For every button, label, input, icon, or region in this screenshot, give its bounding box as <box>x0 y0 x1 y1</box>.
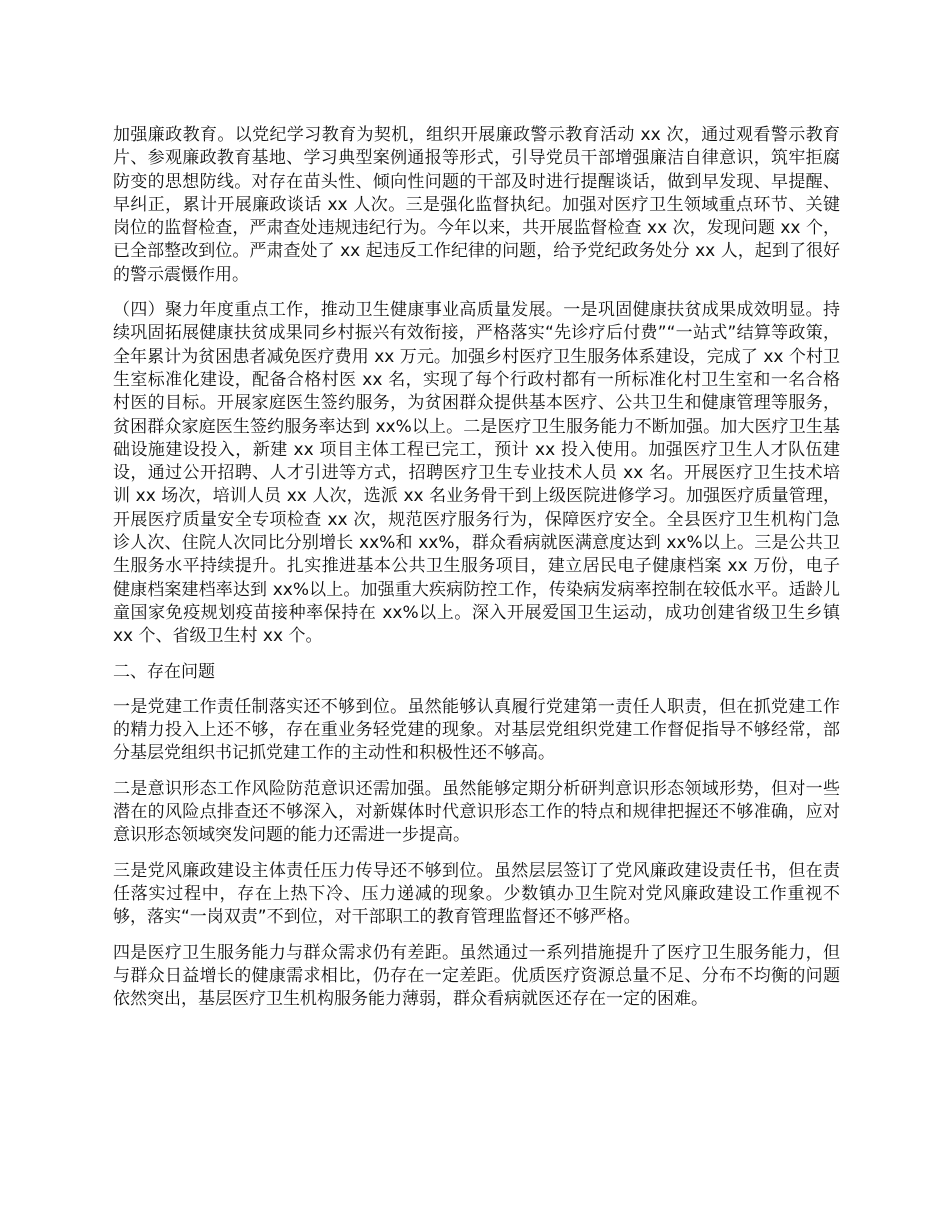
issue-ideology: 二是意识形态工作风险防范意识还需加强。虽然能够定期分析研判意识形态领域形势，但对一些潜在的风险点排查还不够深入，对新媒体时代意识形态工作的特点和规律把握还不够准确，应对意识形态领域突发问题的能力还需进一步提高。 <box>113 778 840 846</box>
issue-party-building: 一是党建工作责任制落实还不够到位。虽然能够认真履行党建第一责任人职责，但在抓党建工作的精力投入上还不够，存在重业务轻党建的现象。对基层党组织党建工作督促指导不够经常，部分基层党组织书记抓党建工作的主动性和积极性还不够高。 <box>113 696 840 764</box>
issue-service-capacity: 四是医疗卫生服务能力与群众需求仍有差距。虽然通过一系列措施提升了医疗卫生服务能力，但与群众日益增长的健康需求相比，仍存在一定差距。优质医疗资源总量不足、分布不均衡的问题依然突出，基层医疗卫生机构服务能力薄弱，群众看病就医还存在一定的困难。 <box>113 942 840 1010</box>
document-body <box>113 124 840 1023</box>
issue-integrity: 三是党风廉政建设主体责任压力传导还不够到位。虽然层层签订了党风廉政建设责任书，但在责任落实过程中，存在上热下冷、压力递减的现象。少数镇办卫生院对党风廉政建设工作重视不够，落实“一岗双责”不到位，对干部职工的教育管理监督还不够严格。 <box>113 860 840 928</box>
paragraph-discipline: 加强廉政教育。以党纪学习教育为契机，组织开展廉政警示教育活动 xx 次，通过观看警示教育片、参观廉政教育基地、学习典型案例通报等形式，引导党员干部增强廉洁自律意识，筑牢拒腐防变的思想防线。对存在苗头性、倾向性问题的干部及时进行提醒谈话，做到早发现、早提醒、早纠正，累计开展廉政谈话 xx 人次。三是强化监督执纪。加强对医疗卫生领域重点环节、关键岗位的监督检查，严肃查处违规违纪行为。今年以来，共开展监督检查 xx 次，发现问题 xx 个，已全部整改到位。严肃查处了 xx 起违反工作纪律的问题，给予党纪政务处分 xx 人，起到了很好的警示震慑作用。 <box>113 125 840 285</box>
paragraph-key-work: （四）聚力年度重点工作，推动卫生健康事业高质量发展。一是巩固健康扶贫成果成效明显。持续巩固拓展健康扶贫成果同乡村振兴有效衔接，严格落实“先诊疗后付费”“一站式”结算等政策，全年累计为贫困患者减免医疗费用 xx 万元。加强乡村医疗卫生服务体系建设，完成了 xx 个村卫生室标准化建设，配备合格村医 xx 名，实现了每个行政村都有一所标准化村卫生室和一名合格村医的目标。开展家庭医生签约服务，为贫困群众提供基本医疗、公共卫生和健康管理等服务，贫困群众家庭医生签约服务率达到 xx%以上。二是医疗卫生服务能力不断加强。加大医疗卫生基础设施建设投入，新建 xx 项目主体工程已完工，预计 xx 投入使用。加强医疗卫生人才队伍建设，通过公开招聘、人才引进等方式，招聘医疗卫生专业技术人员 xx 名。开展医疗卫生技术培训 xx 场次，培训人员 xx 人次，选派 xx 名业务骨干到上级医院进修学习。加强医疗质量管理，开展医疗质量安全专项检查 xx 次，规范医疗服务行为，保障医疗安全。全县医疗卫生机构门急诊人次、住院人次同比分别增长 xx%和 xx%，群众看病就医满意度达到 xx%以上。三是公共卫生服务水平持续提升。扎实推进基本公共卫生服务项目，建立居民电子健康档案 xx 万份，电子健康档案建档率达到 xx%以上。加强重大疾病防控工作，传染病发病率控制在较低水平。适龄儿童国家免疫规划疫苗接种率保持在 xx%以上。深入开展爱国卫生运动，成功创建省级卫生乡镇 xx 个、省级卫生村 xx 个。 <box>113 300 840 647</box>
section-heading: 二、存在问题 <box>113 661 215 682</box>
